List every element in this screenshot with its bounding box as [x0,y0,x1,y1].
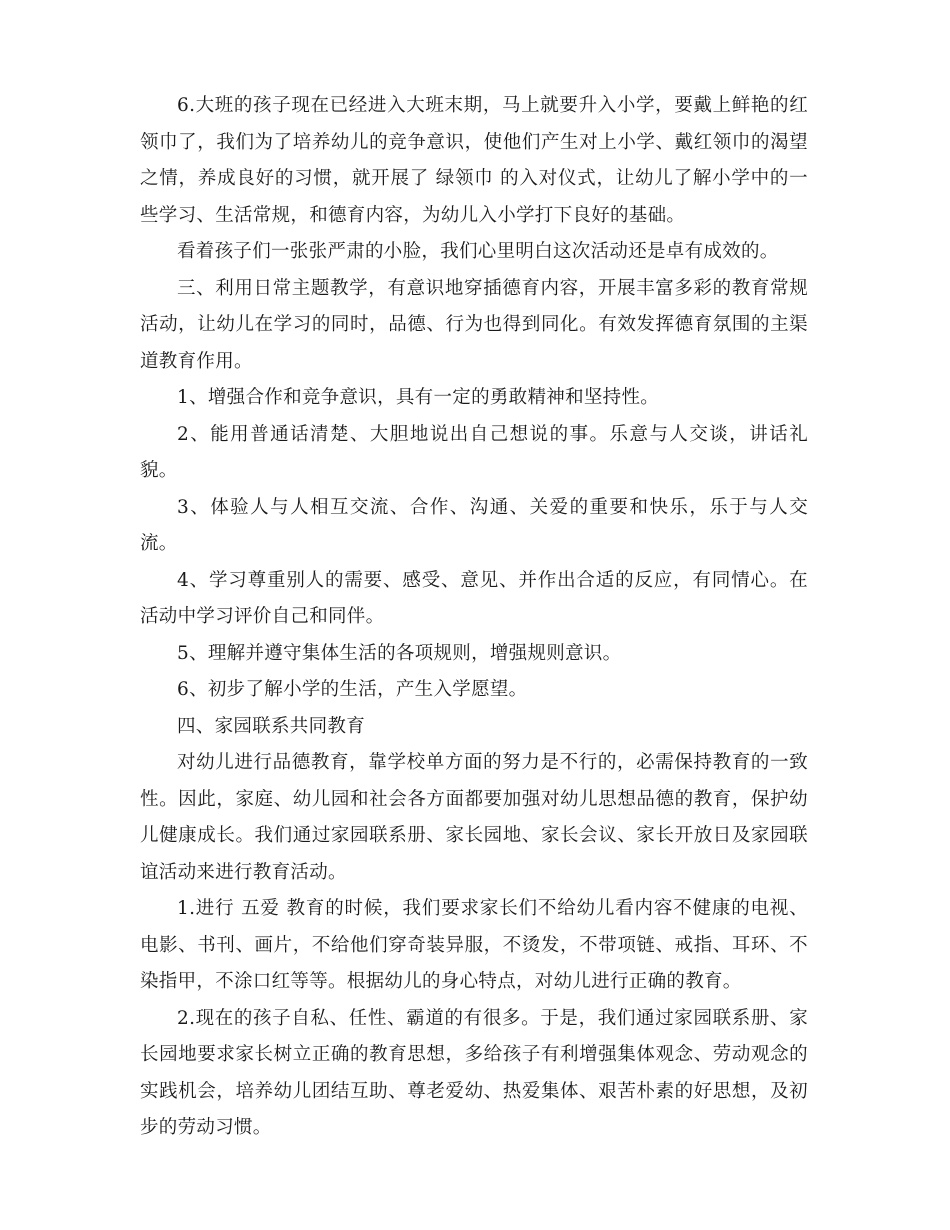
list-item-school-life: 6、初步了解小学的生活，产生入学愿望。 [177,679,528,700]
paragraph-reflection: 看着孩子们一张张严肃的小脸，我们心里明白这次活动还是卓有成效的。 [177,241,779,262]
section-heading-daily-teaching: 三、利用日常主题教学，有意识地穿插德育内容，开展丰富多彩的教育常规活动，让幼儿在学习的同时，品德、行为也得到同化。有效发挥德育氛围的主渠道教育作用。 [140,277,808,372]
paragraph-graduation-ceremony: 6.大班的孩子现在已经进入大班末期，马上就要升入小学，要戴上鲜艳的红领巾了，我们为了培养幼儿的竞争意识，使他们产生对上小学、戴红领巾的渴望之情，养成良好的习惯，就开展了 绿领巾 的入对仪式，让幼儿了解小学中的一些学习、生活常规，和德育内容，为幼儿入小学打下良好的基础。 [140,95,808,226]
list-item-cooperation: 1、增强合作和竞争意识，具有一定的勇敢精神和坚持性。 [177,387,660,408]
list-item-rules: 5、理解并遵守集体生活的各项规则，增强规则意识。 [177,642,622,664]
document-body [140,88,808,1147]
list-item-communication: 3、体验人与人相互交流、合作、沟通、关爱的重要和快乐，乐于与人交流。 [140,496,808,554]
paragraph-moral-education: 对幼儿进行品德教育，靠学校单方面的努力是不行的，必需保持教育的一致性。因此，家庭、幼儿园和社会各方面都要加强对幼儿思想品德的教育，保护幼儿健康成长。我们通过家园联系册、家长园地、家长会议、家长开放日及家园联谊活动来进行教育活动。 [140,752,808,883]
section-heading-home-school: 四、家园联系共同教育 [177,715,366,737]
paragraph-children-habits: 2.现在的孩子自私、任性、霸道的有很多。于是，我们通过家园联系册、家长园地要求家长树立正确的教育思想，多给孩子有利增强集体观念、劳动观念的实践机会，培养幼儿团结互助、尊老爱幼、热爱集体、艰苦朴素的好思想，及初步的劳动习惯。 [140,1007,808,1138]
paragraph-five-loves: 1.进行 五爱 教育的时候，我们要求家长们不给幼儿看内容不健康的电视、电影、书刊、画片，不给他们穿奇装异服，不烫发，不带项链、戒指、耳环、不染指甲，不涂口红等等。根据幼儿的身心特点，对幼儿进行正确的教育。 [140,898,808,992]
list-item-mandarin: 2、能用普通话清楚、大胆地说出自己想说的事。乐意与人交谈，讲话礼貌。 [140,423,808,481]
list-item-respect: 4、学习尊重别人的需要、感受、意见、并作出合适的反应，有同情心。在活动中学习评价自己和同伴。 [140,569,808,627]
